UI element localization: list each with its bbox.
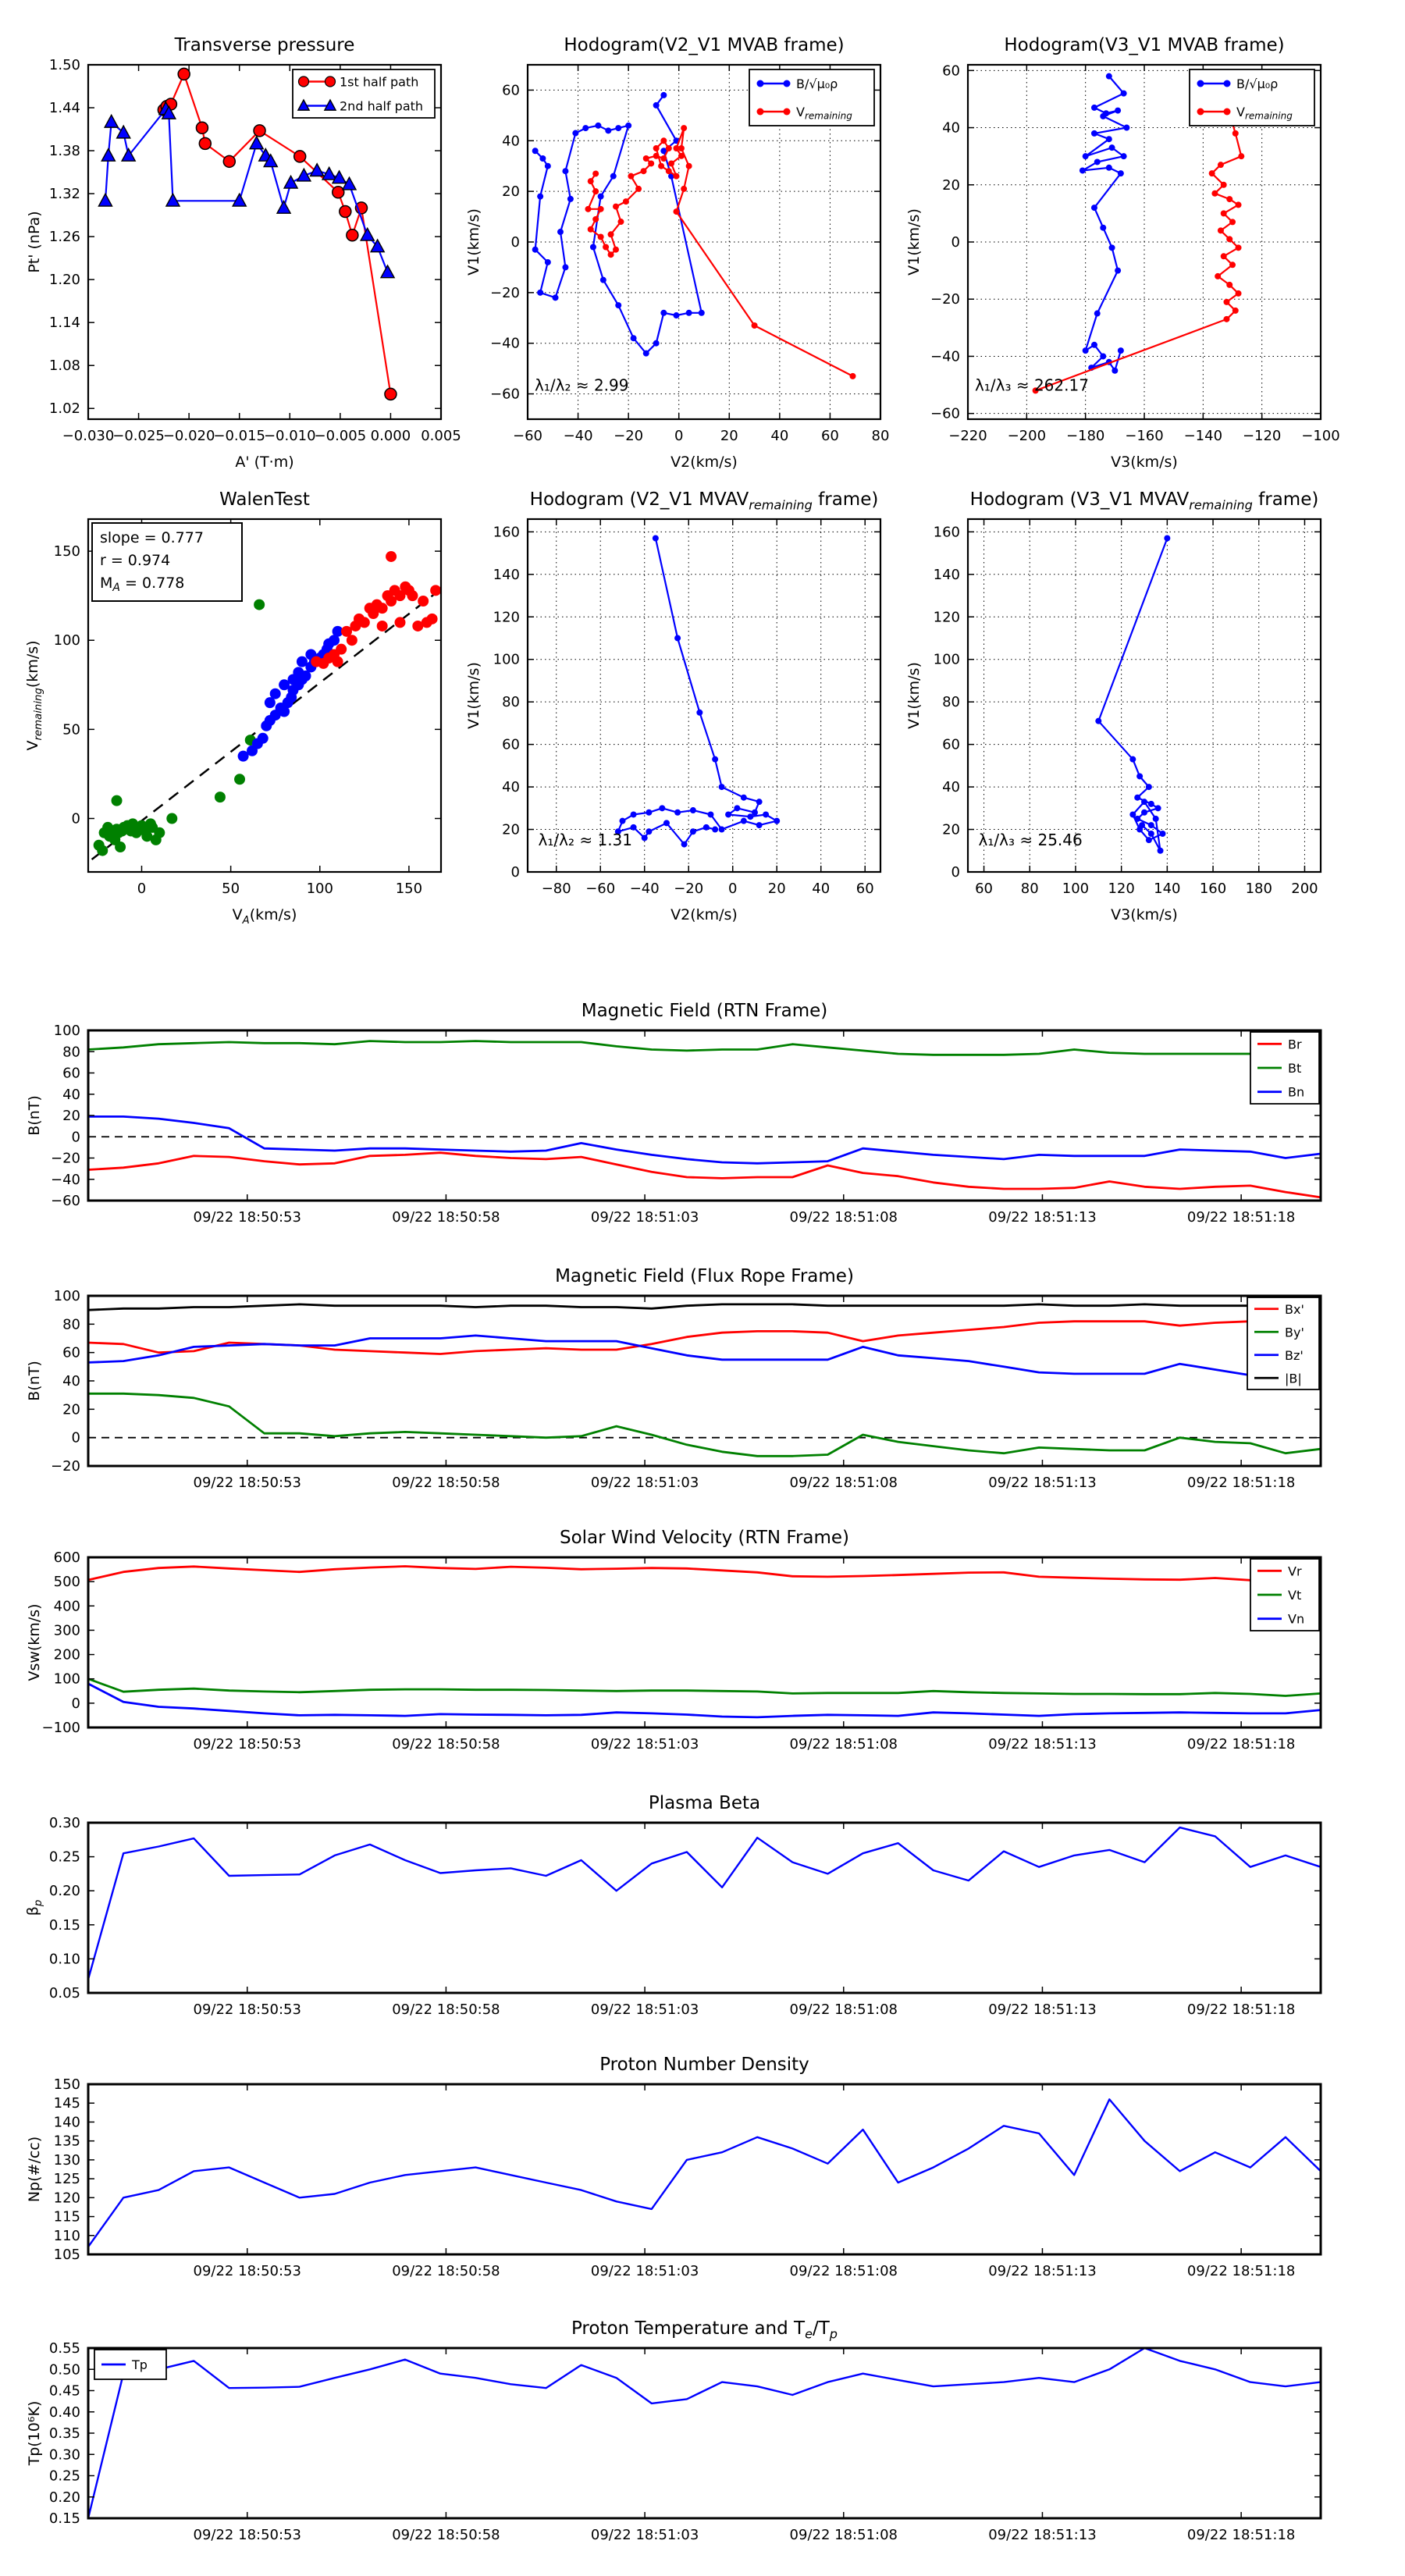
svg-text:−20: −20: [930, 291, 960, 308]
svg-text:130: 130: [53, 2151, 80, 2169]
svg-text:20: 20: [62, 1108, 80, 1124]
proton-number-density-plot: [14, 2051, 1344, 2313]
svg-text:Vremaining: $V_{remaining}$: [796, 105, 852, 122]
svg-text:160: 160: [493, 524, 520, 541]
svg-text:0.50: 0.50: [48, 2361, 80, 2379]
svg-text:400: 400: [53, 1598, 80, 1615]
svg-text:Bz': Bz': [1285, 1347, 1304, 1363]
svg-text:09/22 18:51:03: 09/22 18:51:03: [590, 2001, 699, 2018]
svg-text:09/22 18:51:18: 09/22 18:51:18: [1186, 1736, 1296, 1752]
svg-text:40: 40: [942, 779, 960, 796]
svg-text:−0.005: −0.005: [314, 428, 367, 444]
svg-text:135: 135: [53, 2133, 80, 2150]
svg-text:200: 200: [53, 1646, 80, 1663]
svg-text:λ₁/λ₃ ≈ 262.17: λ₁/λ₃ ≈ 262.17: [975, 375, 1089, 395]
svg-text:−60: −60: [930, 405, 960, 422]
svg-text:−40: −40: [490, 335, 520, 352]
plot-title: Magnetic Field (RTN Frame): [581, 1001, 828, 1021]
svg-text:09/22 18:51:08: 09/22 18:51:08: [789, 2263, 898, 2279]
x-axis-label: $V_A(km/s)$: [232, 906, 297, 927]
hodogram-v2v1-mvab-plot: [454, 29, 902, 482]
svg-text:09/22 18:50:58: 09/22 18:50:58: [392, 2263, 500, 2279]
y-axis-label: Np(#/cc): [26, 2136, 43, 2203]
svg-text:−40: −40: [563, 428, 593, 444]
svg-text:B/√μ₀ρ: B/√μ₀ρ: [796, 76, 838, 91]
y-axis-label: V1(km/s): [905, 208, 923, 276]
svg-text:09/22 18:51:03: 09/22 18:51:03: [590, 1475, 699, 1491]
svg-text:20: 20: [942, 821, 960, 838]
svg-text:−40: −40: [51, 1171, 80, 1188]
solar-wind-velocity-plot: [14, 1525, 1344, 1786]
svg-text:Tp: Tp: [132, 2357, 148, 2372]
svg-text:By': By': [1285, 1325, 1304, 1340]
svg-text:0.10: 0.10: [48, 1951, 80, 1968]
svg-text:500: 500: [53, 1574, 80, 1591]
svg-text:160: 160: [1199, 881, 1227, 897]
svg-text:0.005: 0.005: [421, 428, 461, 444]
svg-text:Bt: Bt: [1288, 1061, 1302, 1076]
svg-text:100: 100: [53, 1288, 80, 1304]
svg-text:60: 60: [62, 1065, 80, 1082]
svg-text:100: 100: [493, 651, 520, 668]
svg-text:−0.015: −0.015: [213, 428, 266, 444]
svg-text:−40: −40: [629, 881, 660, 897]
y-axis-label: B(nT): [26, 1361, 43, 1401]
svg-text:145: 145: [53, 2095, 80, 2112]
plot-title: Solar Wind Velocity (RTN Frame): [559, 1528, 850, 1548]
svg-text:09/22 18:51:13: 09/22 18:51:13: [988, 1736, 1097, 1752]
svg-text:09/22 18:51:13: 09/22 18:51:13: [988, 2001, 1097, 2018]
proton-temperature-plot: [14, 2315, 1344, 2576]
hodogram-v2v1-mvav-plot: [454, 483, 902, 934]
magnetic-field-rtn-plot: [14, 998, 1344, 1259]
svg-text:100: 100: [306, 881, 333, 897]
svg-text:0: 0: [71, 1695, 80, 1712]
svg-text:1.02: 1.02: [48, 400, 80, 418]
svg-text:09/22 18:50:58: 09/22 18:50:58: [392, 2001, 500, 2018]
svg-text:0: 0: [71, 1429, 80, 1446]
svg-text:Bn: Bn: [1288, 1084, 1305, 1100]
svg-text:0: 0: [951, 864, 960, 881]
svg-text:1.26: 1.26: [48, 229, 80, 246]
svg-text:1st half path: 1st half path: [340, 74, 419, 90]
y-axis-label: $\beta_p$: [24, 1899, 44, 1916]
svg-text:60: 60: [502, 736, 520, 753]
svg-text:0.15: 0.15: [48, 2510, 80, 2527]
svg-text:09/22 18:50:58: 09/22 18:50:58: [392, 1209, 500, 1226]
svg-text:40: 40: [770, 428, 789, 444]
svg-text:Bx': Bx': [1285, 1301, 1304, 1317]
svg-text:Vn: Vn: [1288, 1611, 1305, 1627]
svg-text:80: 80: [871, 428, 890, 444]
svg-text:λ₁/λ₂ ≈ 2.99: λ₁/λ₂ ≈ 2.99: [535, 375, 629, 395]
svg-text:60: 60: [942, 736, 960, 753]
svg-text:40: 40: [502, 133, 520, 150]
svg-text:09/22 18:51:13: 09/22 18:51:13: [988, 1209, 1097, 1226]
svg-text:1.32: 1.32: [48, 186, 80, 203]
svg-text:λ₁/λ₃ ≈ 25.46: λ₁/λ₃ ≈ 25.46: [978, 831, 1083, 850]
svg-text:1.50: 1.50: [48, 57, 80, 73]
x-axis-label: V2(km/s): [670, 906, 738, 923]
svg-text:09/22 18:51:03: 09/22 18:51:03: [590, 2527, 699, 2543]
plot-title: Hodogram (V3_V1 $MVAV_{remaining}$ frame): [969, 489, 1319, 513]
svg-text:140: 140: [1154, 881, 1181, 897]
svg-text:20: 20: [502, 821, 520, 838]
plot-title: Transverse pressure: [174, 35, 355, 55]
x-axis-label: V3(km/s): [1111, 906, 1178, 923]
svg-text:−60: −60: [490, 386, 520, 403]
svg-text:20: 20: [767, 881, 786, 897]
svg-text:60: 60: [942, 62, 960, 80]
svg-text:−0.030: −0.030: [62, 428, 115, 444]
x-axis-label: A' (T·m): [235, 454, 294, 471]
transverse-pressure-plot: [14, 29, 463, 482]
svg-text:600: 600: [53, 1550, 80, 1566]
y-axis-label: Tp(10⁶K): [26, 2400, 43, 2466]
svg-text:20: 20: [942, 176, 960, 194]
svg-text:60: 60: [855, 881, 874, 897]
svg-text:09/22 18:51:08: 09/22 18:51:08: [789, 2527, 898, 2543]
svg-text:09/22 18:50:58: 09/22 18:50:58: [392, 1736, 500, 1752]
svg-text:09/22 18:50:53: 09/22 18:50:53: [193, 2527, 301, 2543]
svg-text:80: 80: [502, 694, 520, 711]
svg-text:0.15: 0.15: [48, 1916, 80, 1934]
svg-text:80: 80: [62, 1316, 80, 1333]
svg-text:09/22 18:50:53: 09/22 18:50:53: [193, 1475, 301, 1491]
svg-text:120: 120: [1108, 881, 1135, 897]
x-axis-label: V3(km/s): [1111, 454, 1178, 471]
svg-text:140: 140: [53, 2114, 80, 2131]
svg-text:105: 105: [53, 2247, 80, 2263]
svg-text:−0.010: −0.010: [263, 428, 316, 444]
svg-text:0.30: 0.30: [48, 1815, 80, 1831]
y-axis-label: V1(km/s): [905, 662, 923, 729]
plot-title: Proton Temperature and $T_e/T_p$: [571, 2318, 838, 2342]
svg-text:60: 60: [502, 82, 520, 99]
svg-text:140: 140: [933, 566, 960, 583]
svg-text:115: 115: [53, 2208, 80, 2226]
svg-text:−20: −20: [614, 428, 644, 444]
svg-text:λ₁/λ₂ ≈ 1.31: λ₁/λ₂ ≈ 1.31: [538, 831, 633, 850]
svg-text:0: 0: [71, 810, 80, 827]
svg-text:09/22 18:51:08: 09/22 18:51:08: [789, 1475, 898, 1491]
svg-text:−100: −100: [41, 1720, 80, 1736]
svg-text:09/22 18:51:03: 09/22 18:51:03: [590, 1209, 699, 1226]
plot-title: Proton Number Density: [599, 2055, 809, 2075]
svg-text:09/22 18:51:03: 09/22 18:51:03: [590, 2263, 699, 2279]
svg-text:−220: −220: [948, 428, 987, 444]
svg-text:60: 60: [975, 881, 993, 897]
svg-text:50: 50: [62, 721, 80, 738]
svg-text:40: 40: [62, 1373, 80, 1389]
svg-text:100: 100: [1062, 881, 1090, 897]
hodogram-v3v1-mvav-plot: [894, 483, 1343, 934]
svg-text:09/22 18:50:53: 09/22 18:50:53: [193, 2001, 301, 2018]
walen-test-plot: [14, 483, 463, 934]
svg-text:0.25: 0.25: [48, 1848, 80, 1866]
svg-text:125: 125: [53, 2171, 80, 2188]
svg-text:60: 60: [820, 428, 839, 444]
svg-text:0.30: 0.30: [48, 2446, 80, 2464]
x-axis-label: V2(km/s): [670, 454, 738, 471]
y-axis-label: Pt' (nPa): [26, 211, 43, 273]
svg-text:40: 40: [62, 1086, 80, 1103]
svg-text:80: 80: [1020, 881, 1039, 897]
svg-text:180: 180: [1245, 881, 1272, 897]
svg-text:MA = 0.778: $M_A = 0.778$: [100, 575, 185, 595]
svg-text:1.14: 1.14: [48, 315, 80, 332]
svg-text:r = 0.974: r = 0.974: [100, 552, 171, 569]
svg-text:110: 110: [53, 2227, 80, 2244]
svg-text:20: 20: [502, 183, 520, 201]
svg-text:0: 0: [510, 864, 520, 881]
y-axis-label: V1(km/s): [465, 662, 482, 729]
plot-title: Magnetic Field (Flux Rope Frame): [555, 1266, 854, 1286]
svg-text:−100: −100: [1301, 428, 1340, 444]
svg-text:−20: −20: [51, 1150, 80, 1167]
svg-text:120: 120: [53, 2190, 80, 2207]
svg-text:Br: Br: [1288, 1037, 1302, 1052]
svg-text:150: 150: [53, 543, 80, 560]
svg-text:300: 300: [53, 1622, 80, 1639]
svg-text:0: 0: [727, 881, 738, 897]
y-axis-label: $V_{remaining}(km/s)$: [24, 640, 44, 751]
svg-text:B/√μ₀ρ: B/√μ₀ρ: [1236, 76, 1279, 91]
svg-text:−200: −200: [1007, 428, 1047, 444]
svg-text:1.08: 1.08: [48, 358, 80, 375]
svg-text:200: 200: [1291, 881, 1318, 897]
svg-text:0.55: 0.55: [48, 2340, 80, 2357]
plot-title: Hodogram(V2_V1 MVAB frame): [564, 35, 845, 55]
plot-title: Plasma Beta: [648, 1793, 761, 1813]
svg-text:−0.025: −0.025: [112, 428, 165, 444]
svg-text:120: 120: [493, 609, 520, 626]
svg-text:160: 160: [933, 524, 960, 541]
svg-text:40: 40: [812, 881, 831, 897]
plot-title: Hodogram (V2_V1 $MVAV_{remaining}$ frame): [529, 489, 879, 513]
svg-text:Vr: Vr: [1288, 1564, 1302, 1579]
svg-text:80: 80: [62, 1044, 80, 1061]
svg-text:−20: −20: [674, 881, 704, 897]
svg-text:100: 100: [53, 632, 80, 649]
svg-text:slope = 0.777: slope = 0.777: [100, 529, 204, 546]
svg-text:−160: −160: [1125, 428, 1164, 444]
plot-title: WalenTest: [219, 489, 310, 510]
svg-text:0.25: 0.25: [48, 2467, 80, 2485]
svg-text:150: 150: [53, 2076, 80, 2093]
svg-text:09/22 18:51:18: 09/22 18:51:18: [1186, 1475, 1296, 1491]
svg-text:09/22 18:51:08: 09/22 18:51:08: [789, 1736, 898, 1752]
svg-text:1.20: 1.20: [48, 272, 80, 289]
svg-text:1.44: 1.44: [48, 100, 80, 117]
plot-title: Hodogram(V3_V1 MVAB frame): [1004, 35, 1285, 55]
svg-text:−60: −60: [513, 428, 542, 444]
svg-text:0.45: 0.45: [48, 2382, 80, 2400]
svg-text:0: 0: [674, 428, 684, 444]
svg-text:−140: −140: [1183, 428, 1223, 444]
svg-text:0: 0: [951, 234, 960, 251]
svg-text:−60: −60: [51, 1193, 80, 1209]
svg-text:0.20: 0.20: [48, 1883, 80, 1900]
svg-text:−60: −60: [585, 881, 616, 897]
svg-text:−20: −20: [490, 284, 520, 301]
svg-text:50: 50: [222, 881, 240, 897]
magnetic-field-flux-rope-plot: [14, 1263, 1344, 1525]
svg-text:−80: −80: [541, 881, 571, 897]
svg-text:09/22 18:51:18: 09/22 18:51:18: [1186, 2001, 1296, 2018]
svg-text:09/22 18:50:58: 09/22 18:50:58: [392, 1475, 500, 1491]
svg-text:0: 0: [137, 881, 147, 897]
svg-text:100: 100: [53, 1670, 80, 1688]
svg-text:0: 0: [71, 1129, 80, 1146]
svg-text:120: 120: [933, 609, 960, 626]
svg-text:09/22 18:51:18: 09/22 18:51:18: [1186, 1209, 1296, 1226]
svg-text:|B|: |B|: [1285, 1371, 1302, 1386]
svg-text:09/22 18:51:13: 09/22 18:51:13: [988, 2527, 1097, 2543]
svg-text:09/22 18:50:53: 09/22 18:50:53: [193, 2263, 301, 2279]
svg-text:09/22 18:50:53: 09/22 18:50:53: [193, 1209, 301, 1226]
svg-text:40: 40: [942, 119, 960, 137]
svg-text:Vt: Vt: [1288, 1588, 1302, 1603]
svg-text:09/22 18:50:58: 09/22 18:50:58: [392, 2527, 500, 2543]
svg-text:100: 100: [53, 1023, 80, 1039]
svg-text:80: 80: [942, 694, 960, 711]
svg-text:−0.020: −0.020: [162, 428, 215, 444]
svg-text:09/22 18:51:03: 09/22 18:51:03: [590, 1736, 699, 1752]
svg-text:20: 20: [720, 428, 738, 444]
svg-text:0.000: 0.000: [370, 428, 411, 444]
svg-text:09/22 18:51:13: 09/22 18:51:13: [988, 1475, 1097, 1491]
svg-text:40: 40: [502, 779, 520, 796]
svg-text:09/22 18:51:18: 09/22 18:51:18: [1186, 2263, 1296, 2279]
svg-text:−120: −120: [1242, 428, 1282, 444]
svg-text:0: 0: [510, 234, 520, 251]
svg-text:0.05: 0.05: [48, 1985, 80, 2001]
svg-text:150: 150: [395, 881, 423, 897]
svg-text:0.40: 0.40: [48, 2403, 80, 2421]
svg-text:09/22 18:51:08: 09/22 18:51:08: [789, 2001, 898, 2018]
svg-text:2nd half path: 2nd half path: [340, 98, 424, 114]
svg-text:1.38: 1.38: [48, 143, 80, 160]
hodogram-v3v1-mvab-plot: [894, 29, 1343, 482]
svg-text:60: 60: [62, 1344, 80, 1361]
svg-text:0.20: 0.20: [48, 2489, 80, 2506]
svg-text:−20: −20: [51, 1458, 80, 1475]
y-axis-label: V1(km/s): [465, 208, 482, 276]
svg-text:−40: −40: [930, 348, 960, 365]
svg-text:−180: −180: [1065, 428, 1105, 444]
svg-text:0.35: 0.35: [48, 2425, 80, 2442]
svg-text:20: 20: [62, 1401, 80, 1418]
y-axis-label: B(nT): [26, 1095, 43, 1136]
svg-text:100: 100: [933, 651, 960, 668]
svg-text:09/22 18:51:13: 09/22 18:51:13: [988, 2263, 1097, 2279]
svg-text:09/22 18:51:18: 09/22 18:51:18: [1186, 2527, 1296, 2543]
y-axis-label: Vsw(km/s): [26, 1603, 43, 1681]
svg-text:140: 140: [493, 566, 520, 583]
plasma-beta-plot: [14, 1790, 1344, 2051]
svg-text:09/22 18:50:53: 09/22 18:50:53: [193, 1736, 301, 1752]
svg-text:09/22 18:51:08: 09/22 18:51:08: [789, 1209, 898, 1226]
svg-text:Vremaining: $V_{remaining}$: [1236, 105, 1293, 122]
